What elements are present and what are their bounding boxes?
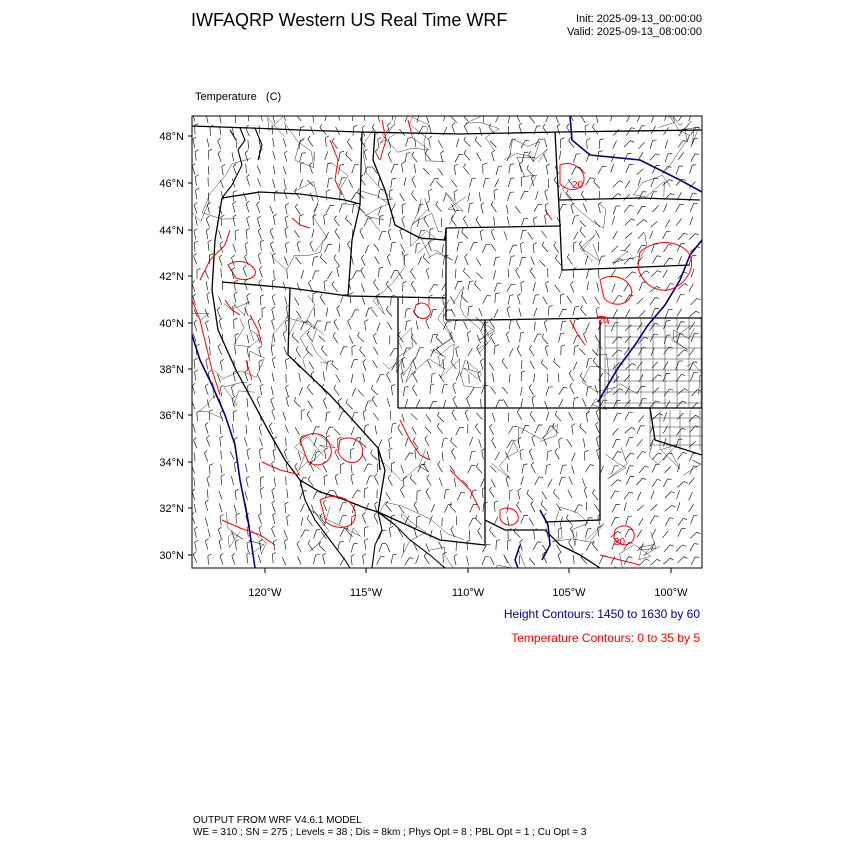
lon-label: 100°W [654, 587, 688, 599]
lon-ticks [265, 568, 671, 573]
init-time: Init: 2025-09-13_00:00:00 [576, 13, 702, 25]
lat-label: 36°N [159, 410, 184, 422]
contour-label: 20 [614, 537, 626, 548]
lat-label: 30°N [159, 550, 184, 562]
model-footer [193, 815, 586, 839]
contour-label: 20 [598, 315, 609, 325]
footer-config-line: WE = 310 ; SN = 275 ; Levels = 38 ; Dis = 8km ; Phys Opt = 8 ; PBL Opt = 1 ; Cu Opt = 3 [193, 827, 587, 838]
lat-label: 38°N [159, 364, 184, 376]
lon-label: 105°W [552, 587, 586, 599]
lat-label: 34°N [159, 457, 184, 469]
field-temperature: Temperature (C) [195, 91, 282, 103]
footer-model-line: OUTPUT FROM WRF V4.6.1 MODEL [193, 815, 362, 826]
lon-label: 115°W [349, 587, 383, 599]
plot-title: IWFAQRP Western US Real Time WRF [191, 10, 508, 30]
contour-label: 20 [572, 180, 584, 191]
lon-label: 120°W [248, 587, 282, 599]
lat-label: 42°N [159, 271, 184, 283]
lat-label: 32°N [159, 503, 184, 515]
temperature-legend: Temperature Contours: 0 to 35 by 5 [511, 631, 700, 645]
lat-label: 40°N [159, 318, 184, 330]
lon-label: 110°W [451, 587, 485, 599]
lat-ticks [188, 136, 192, 555]
lat-label: 48°N [159, 131, 184, 143]
lat-label: 46°N [159, 178, 184, 190]
lat-label: 44°N [159, 225, 184, 237]
valid-time: Valid: 2025-09-13_08:00:00 [567, 26, 702, 38]
height-legend: Height Contours: 1450 to 1630 by 60 [503, 607, 700, 621]
